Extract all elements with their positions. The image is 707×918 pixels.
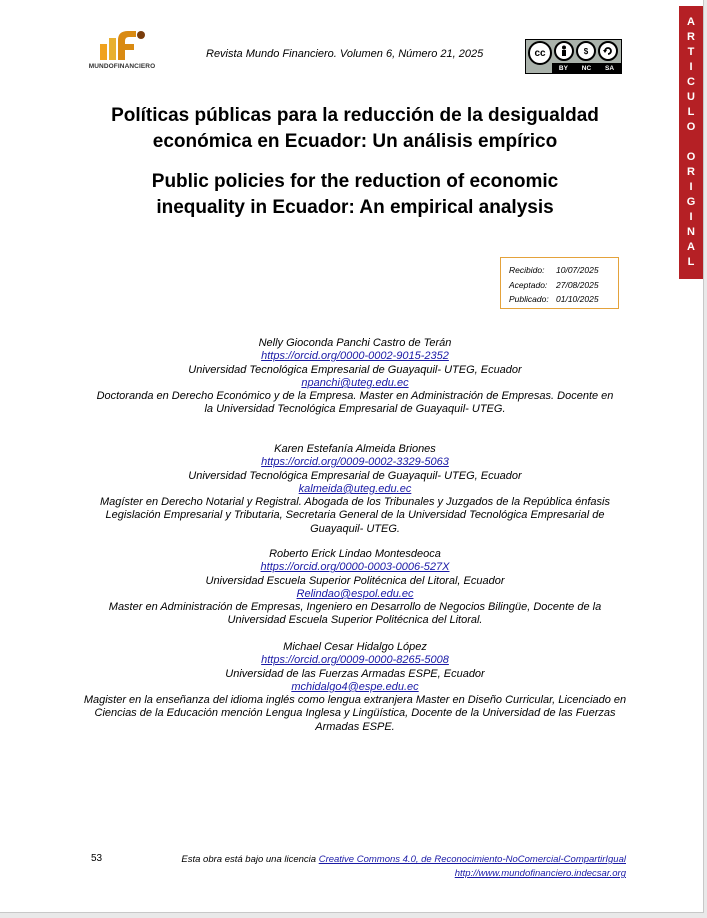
- article-type-letter: O: [686, 151, 696, 163]
- cc-license-badge[interactable]: [525, 39, 622, 74]
- article-type-letter: [679, 135, 703, 150]
- article-type-letter: C: [687, 76, 695, 88]
- article-type-letter: N: [687, 226, 695, 238]
- accepted-date: 27/08/2025: [556, 279, 599, 290]
- article-type-letter: L: [687, 106, 695, 118]
- author-block: [70, 548, 640, 628]
- author-name: Roberto Erick Lindao Montesdeoca: [269, 548, 441, 560]
- received-row: [509, 263, 618, 278]
- journal-citation: Revista Mundo Financiero. Volumen 6, Número 21, 2025: [206, 48, 484, 60]
- author-bio: Master en Administración de Empresas, Ingeniero en Desarrollo de Negocios Bilingüe, Docente de la Universidad Escuela Superior Politécnica del Litoral.: [108, 601, 602, 627]
- article-type-letter: U: [687, 91, 695, 103]
- author-affiliation: Universidad de las Fuerzas Armadas ESPE, Ecuador: [225, 667, 485, 680]
- email-link[interactable]: Relindao@espol.edu.ec: [296, 587, 414, 600]
- author-affiliation: Universidad Tecnológica Empresarial de Guayaquil- UTEG, Ecuador: [188, 469, 522, 482]
- author-name: Nelly Gioconda Panchi Castro de Terán: [258, 337, 452, 349]
- received-label: Recibido:: [509, 265, 545, 275]
- article-type-letter: I: [689, 211, 693, 223]
- title-spanish-line-2: económica en Ecuador: Un análisis empírico: [152, 131, 558, 152]
- article-type-letter: R: [687, 31, 695, 43]
- title-english: [70, 169, 640, 221]
- published-date: 01/10/2025: [556, 294, 599, 304]
- email-link[interactable]: mchidalgo4@espe.edu.ec: [291, 680, 419, 693]
- author-affiliation: Universidad Tecnológica Empresarial de Guayaquil- UTEG, Ecuador: [188, 363, 522, 376]
- author-block: [70, 641, 640, 734]
- author-affiliation: Universidad Escuela Superior Politécnica del Litoral, Ecuador: [205, 574, 505, 587]
- author-bio: Magister en la enseñanza del idioma inglés como lengua extranjera Master en Diseño Curricular, Licenciado en Ciencias de la Educación mención Lengua Inglesa y Lingüística, Docente de la Universidad de las Fuerzas Armadas ESPE.: [83, 694, 627, 733]
- published-row: [509, 292, 618, 307]
- author-block: [70, 443, 640, 536]
- title-spanish-line-1: Políticas públicas para la reducción de la desigualdad: [111, 105, 599, 126]
- cc-icon: cc: [528, 41, 552, 65]
- cc-by-label: BY: [558, 64, 568, 72]
- author-block: [70, 337, 640, 417]
- orcid-link[interactable]: https://orcid.org/0009-0002-3329-5063: [261, 456, 449, 469]
- cc-nc-label: NC: [581, 64, 592, 72]
- email-link[interactable]: npanchi@uteg.edu.ec: [301, 376, 409, 389]
- orcid-link[interactable]: https://orcid.org/0009-0000-8265-5008: [261, 654, 449, 667]
- published-label: Publicado:: [509, 294, 549, 304]
- page-number: 53: [91, 853, 103, 864]
- noncommercial-icon: $: [576, 41, 596, 61]
- orcid-link[interactable]: https://orcid.org/0000-0002-9015-2352: [261, 350, 449, 363]
- title-english-line-1: Public policies for the reduction of economic: [151, 171, 559, 192]
- license-link[interactable]: Creative Commons 4.0, de Reconocimiento-NoComercial-CompartirIgual: [318, 854, 626, 865]
- publication-dates-box: [500, 257, 619, 309]
- article-type-letter: L: [687, 256, 695, 268]
- article-type-letter: A: [687, 16, 695, 28]
- license-footer: [140, 853, 626, 881]
- author-bio: Magíster en Derecho Notarial y Registral. Abogada de los Tribunales y Juzgados de la República énfasis Legislación Empresarial y Tributaria, Secretaria General de la Universidad Tecnológica Empresarial de Guayaquil- UTEG.: [100, 496, 610, 535]
- license-prefix: Esta obra está bajo una licencia: [181, 854, 319, 865]
- attribution-person-icon: [554, 41, 574, 61]
- title-spanish: [70, 103, 640, 155]
- cc-terms-strip: [552, 63, 621, 73]
- website-link[interactable]: http://www.mundofinanciero.indecsar.org: [454, 868, 626, 879]
- orcid-link[interactable]: https://orcid.org/0000-0003-0006-527X: [260, 561, 450, 574]
- article-type-letter: I: [689, 61, 693, 73]
- cc-sa-label: SA: [605, 64, 615, 72]
- title-english-line-2: inequality in Ecuador: An empirical analysis: [156, 197, 554, 218]
- accepted-row: [509, 278, 618, 293]
- article-type-letter: G: [686, 196, 696, 208]
- email-link[interactable]: kalmeida@uteg.edu.ec: [298, 482, 412, 495]
- accepted-label: Aceptado:: [509, 279, 548, 290]
- article-type-tab: [679, 6, 703, 279]
- author-name: Michael Cesar Hidalgo López: [283, 641, 427, 653]
- logo-wordmark: MUNDOFINANCIERO: [88, 63, 156, 70]
- received-date: 10/07/2025: [556, 265, 599, 275]
- author-bio: Doctoranda en Derecho Económico y de la Empresa. Master en Administración de Empresas. Docente en la Universidad Tecnológica Empresarial de Guayaquil- UTEG.: [96, 390, 614, 416]
- article-type-letter: O: [686, 121, 696, 133]
- article-type-letter: T: [687, 46, 695, 58]
- article-type-letter: I: [689, 181, 693, 193]
- article-type-letter: A: [687, 241, 695, 253]
- article-type-letter: R: [687, 166, 695, 178]
- author-name: Karen Estefanía Almeida Briones: [274, 443, 436, 455]
- sharealike-icon: [598, 41, 618, 61]
